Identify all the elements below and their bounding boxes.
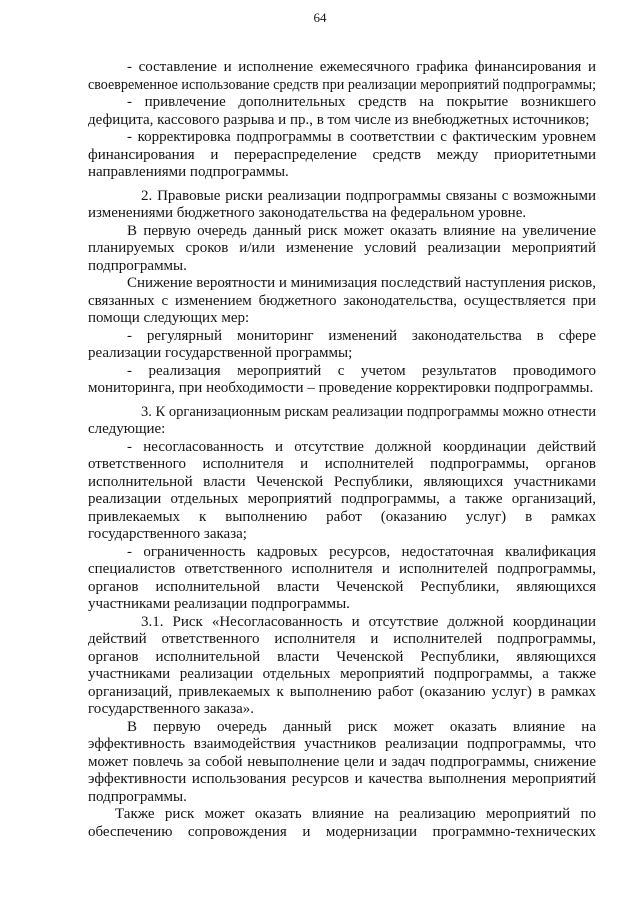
list-item xyxy=(88,129,596,182)
text-line: подпрограммы. xyxy=(88,788,187,805)
text-line: финансирования и перераспределение средств между приоритетными xyxy=(88,146,596,163)
text-line: - ограниченность кадровых ресурсов, недостаточная квалификация xyxy=(127,543,596,560)
text-line: организаций, привлекаемых к выполнению работ (оказанию услуг) в рамках xyxy=(88,683,596,700)
paragraph xyxy=(88,614,596,719)
text-line: направлениями подпрограммы. xyxy=(88,164,289,180)
text-line: В первую очередь данный риск может оказать влияние на увеличение xyxy=(127,222,596,239)
text-line: ответственного исполнителя и исполнителей подпрограммы, органов xyxy=(88,456,596,472)
text-line: государственного заказа; xyxy=(88,526,247,542)
text-line: исполнительной власти Чеченской Республики, являющихся участниками xyxy=(88,473,596,490)
paragraph xyxy=(88,719,596,807)
text-line: своевременное использование средств при реализации мероприятий подпрограммы; xyxy=(88,76,596,93)
text-line: В первую очередь данный риск может оказать влияние на xyxy=(127,718,596,735)
text-line: - реализация мероприятий с учетом результатов проводимого xyxy=(127,362,596,379)
text-line: эффективности использования ресурсов и качества выполнения мероприятий xyxy=(88,771,596,787)
list-item xyxy=(88,544,596,614)
list-item xyxy=(88,94,596,129)
text-line: следующие: xyxy=(88,421,166,437)
paragraph xyxy=(88,223,596,276)
text-line: обеспечению сопровождения и модернизации программно-технических xyxy=(88,823,596,840)
paragraph xyxy=(88,188,596,223)
text-line: планируемых сроков и/или изменение условий реализации мероприятий xyxy=(88,240,596,256)
paragraph xyxy=(88,806,596,841)
list-item xyxy=(88,59,596,94)
page-number: 64 xyxy=(313,10,327,25)
text-line: привлекаемых к выполнению работ (оказанию услуг) в рамках xyxy=(88,508,596,525)
text-line: участниками реализации подпрограммы. xyxy=(88,596,350,612)
text-line: изменениями бюджетного законодательства на федеральном уровне. xyxy=(88,205,527,221)
list-item xyxy=(88,328,596,363)
text-line: реализации государственной программы; xyxy=(88,345,353,361)
text-line: Также риск может оказать влияние на реализацию мероприятий по xyxy=(115,806,596,822)
text-line: действий ответственного исполнителя и исполнителей подпрограммы, xyxy=(88,631,596,647)
text-line: участниками реализации отдельных мероприятий подпрограммы, а также xyxy=(88,666,596,682)
text-line: мониторинга, при необходимости – проведение корректировки подпрограммы. xyxy=(88,380,594,396)
text-line: 2. Правовые риски реализации подпрограммы связаны с возможными xyxy=(141,187,596,204)
text-line: 3.1. Риск «Несогласованность и отсутствие должной координации xyxy=(141,613,596,630)
text-line: связанных с изменением бюджетного законодательства, осуществляется при xyxy=(88,292,596,309)
paragraph xyxy=(88,275,596,328)
document-body xyxy=(88,59,596,841)
text-line: органов исполнительной власти Чеченской Республики, являющихся xyxy=(88,578,596,595)
text-line: государственного заказа». xyxy=(88,701,255,717)
text-line: органов исполнительной власти Чеченской Республики, являющихся xyxy=(88,648,596,665)
text-line: - составление и исполнение ежемесячного графика финансирования и xyxy=(127,59,596,75)
text-line: Снижение вероятности и минимизация последствий наступления рисков, xyxy=(127,275,596,291)
text-line: - несогласованность и отсутствие должной координации действий xyxy=(127,438,596,455)
text-line: реализации отдельных мероприятий подпрограммы, а также организаций, xyxy=(88,491,596,507)
text-line: подпрограммы. xyxy=(88,257,187,274)
text-line: специалистов ответственного исполнителя и исполнителей подпрограммы, xyxy=(88,561,596,577)
text-line: дефицита, кассового разрыва и пр., в том числе из внебюджетных источников; xyxy=(88,111,590,128)
text-line: помощи следующих мер: xyxy=(88,310,250,326)
list-item xyxy=(88,439,596,544)
text-line: 3. К организационным рискам реализации подпрограммы можно отнести xyxy=(141,403,596,420)
text-line: - привлечение дополнительных средств на покрытие возникшего xyxy=(127,94,596,110)
text-line: эффективность взаимодействия участников реализации подпрограммы, что xyxy=(88,736,596,752)
text-line: может повлечь за собой невыполнение цели и задач подпрограммы, снижение xyxy=(88,753,596,770)
text-line: - корректировка подпрограммы в соответствии с фактическим уровнем xyxy=(127,129,596,145)
list-item xyxy=(88,363,596,398)
text-line: - регулярный мониторинг изменений законодательства в сфере xyxy=(127,327,596,344)
paragraph xyxy=(88,404,596,439)
